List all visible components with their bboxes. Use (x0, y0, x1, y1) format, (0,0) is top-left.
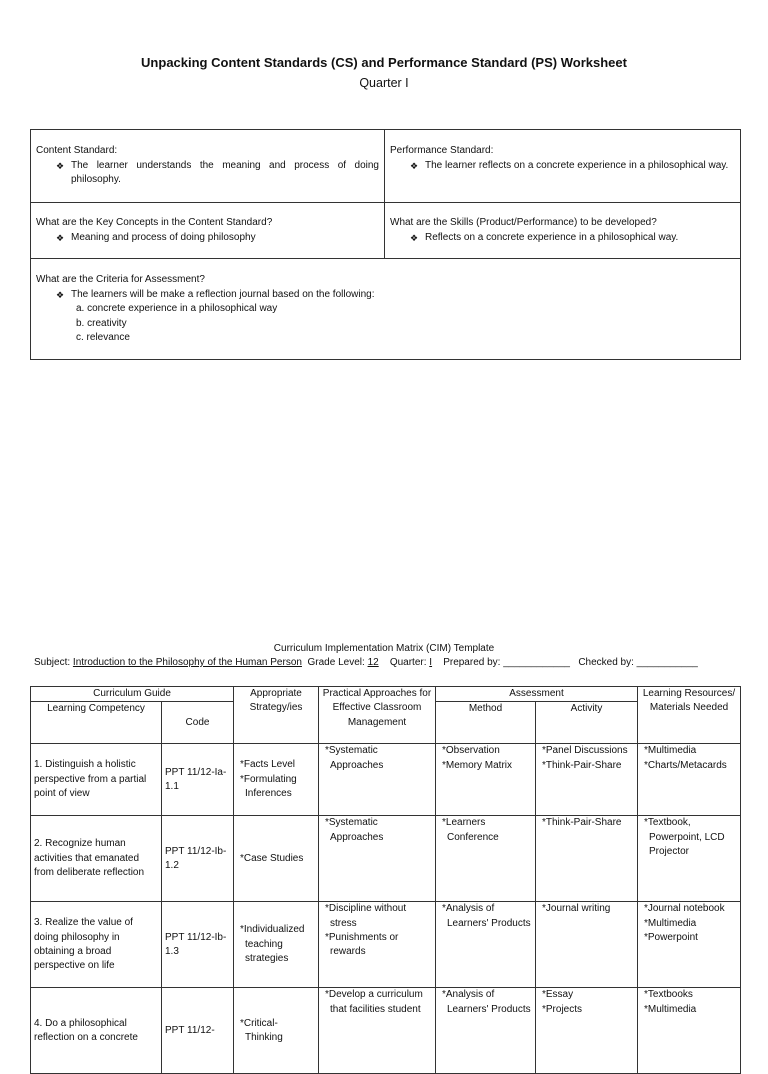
method-cell (436, 816, 536, 902)
resource-item: *Textbooks (644, 989, 693, 1001)
checked-by: Checked by: ___________ (578, 657, 698, 668)
competency-cell: 3. Realize the value of doing philosophy in obtaining a broad perspective on life (31, 902, 162, 988)
criteria-item: a. concrete experience in a philosophical way (76, 303, 278, 314)
resources-cell (638, 816, 741, 902)
prepared-by: Prepared by: ____________ (443, 657, 570, 668)
strategy-item: *Case Studies (240, 852, 304, 864)
header-resources: Learning Resources/ Materials Needed (638, 687, 741, 744)
key-concepts-label: What are the Key Concepts in the Content Standard? (36, 217, 273, 228)
method-item: *Analysis of Learners' Products (442, 903, 531, 929)
header-strategy: Appropriate Strategy/ies (234, 687, 319, 744)
activity-item: *Projects (542, 1003, 583, 1015)
criteria-cell (31, 259, 741, 360)
strategy-cell (234, 988, 319, 1074)
diamond-bullet-icon: ❖ (56, 232, 65, 243)
skills-text: Reflects on a concrete experience in a philosophical way. (425, 231, 679, 243)
resource-item: *Journal notebook (644, 903, 725, 915)
cim-title: Curriculum Implementation Matrix (CIM) Template (273, 643, 495, 654)
grade-value: 12 (367, 657, 379, 668)
practical-cell (319, 988, 436, 1074)
header-code: Code (162, 702, 234, 744)
resources-cell (638, 744, 741, 816)
table-row (31, 988, 741, 1074)
method-cell (436, 988, 536, 1074)
practical-cell (319, 902, 436, 988)
practical-cell (319, 744, 436, 816)
activity-item: *Essay (542, 989, 574, 1001)
strategy-item: *Formulating Inferences (240, 773, 297, 799)
diamond-bullet-icon: ❖ (56, 289, 65, 300)
performance-standard-cell (385, 130, 741, 203)
method-cell (436, 902, 536, 988)
competency-cell: 2. Recognize human activities that emanated from deliberate reflection (31, 816, 162, 902)
criteria-item: b. creativity (76, 317, 127, 329)
key-concepts-cell (31, 203, 385, 259)
diamond-bullet-icon: ❖ (56, 160, 65, 171)
practical-item: *Systematic Approaches (325, 745, 384, 771)
header-activity: Activity (536, 702, 638, 744)
activity-item: *Panel Discussions (542, 745, 628, 757)
skills-label: What are the Skills (Product/Performance) to be developed? (390, 217, 657, 228)
standards-table (30, 129, 741, 360)
competency-cell: 4. Do a philosophical reflection on a concrete (31, 988, 162, 1074)
content-standard-text: The learner understands the meaning and process of doing philosophy. (71, 159, 379, 185)
header-assessment: Assessment (436, 687, 638, 702)
practical-item: *Systematic Approaches (325, 817, 384, 843)
resources-cell (638, 988, 741, 1074)
practical-item: *Punishments or rewards (325, 931, 399, 958)
code-cell: PPT 11/12-Ib-1.2 (162, 816, 234, 902)
table-row (31, 816, 741, 902)
header-practical: Practical Approaches for Effective Classroom Management (319, 687, 436, 744)
activity-cell (536, 988, 638, 1074)
table-row (31, 744, 741, 816)
subject-label: Subject: (34, 657, 71, 668)
method-item: *Observation (442, 745, 500, 757)
resource-item: *Textbook, Powerpoint, LCD Projector (644, 817, 725, 857)
resource-item: *Charts/Metacards (644, 759, 727, 771)
content-standard-label: Content Standard: (36, 145, 118, 156)
key-concepts-text: Meaning and process of doing philosophy (71, 231, 256, 243)
header-learning-competency: Learning Competency (31, 702, 162, 744)
activity-item: *Think-Pair-Share (542, 759, 622, 771)
subject-value: Introduction to the Philosophy of the Human Person (72, 657, 302, 668)
cim-table (30, 686, 741, 1074)
cim-meta-line (34, 657, 698, 668)
worksheet-title: Unpacking Content Standards (CS) and Performance Standard (PS) Worksheet (141, 55, 627, 70)
strategy-cell (234, 744, 319, 816)
method-cell (436, 744, 536, 816)
activity-cell (536, 902, 638, 988)
strategy-item: *Critical-Thinking (240, 1017, 283, 1043)
resource-item: *Multimedia (644, 917, 697, 929)
skills-cell (385, 203, 741, 259)
resource-item: *Multimedia (644, 1003, 697, 1015)
grade-label: Grade Level: (307, 657, 365, 668)
method-item: *Memory Matrix (442, 759, 513, 771)
strategy-cell (234, 902, 319, 988)
resources-cell (638, 902, 741, 988)
header-method: Method (436, 702, 536, 744)
quarter-subtitle: Quarter I (359, 76, 409, 90)
quarter-label: Quarter: (389, 657, 427, 668)
activity-item: *Journal writing (542, 903, 611, 915)
criteria-item: c. relevance (76, 332, 130, 343)
code-cell: PPT 11/12-Ia-1.1 (162, 744, 234, 816)
competency-cell: 1. Distinguish a holistic perspective from a partial point of view (31, 744, 162, 816)
diamond-bullet-icon: ❖ (410, 232, 419, 243)
activity-item: *Think-Pair-Share (542, 817, 622, 829)
practical-item: *Discipline without stress (325, 903, 407, 929)
strategy-item: *Facts Level (240, 759, 296, 771)
table-row (31, 902, 741, 988)
method-item: *Analysis of Learners' Products (442, 989, 531, 1015)
performance-standard-label: Performance Standard: (390, 145, 494, 156)
diamond-bullet-icon: ❖ (410, 160, 419, 171)
strategy-cell (234, 816, 319, 902)
method-item: *Learners Conference (442, 817, 499, 843)
resource-item: *Powerpoint (644, 931, 698, 943)
practical-item: *Develop a curriculum that facilities student (325, 989, 423, 1015)
performance-standard-text: The learner reflects on a concrete experience in a philosophical way. (425, 159, 729, 171)
quarter-value: I (429, 657, 433, 668)
code-cell: PPT 11/12-Ib-1.3 (162, 902, 234, 988)
strategy-item: *Individualized teaching strategies (240, 924, 305, 964)
criteria-text: The learners will be make a reflection journal based on the following: (71, 288, 375, 300)
criteria-label: What are the Criteria for Assessment? (36, 274, 205, 285)
activity-cell (536, 744, 638, 816)
code-cell: PPT 11/12- (162, 988, 234, 1074)
resource-item: *Multimedia (644, 745, 697, 757)
content-standard-cell (31, 130, 385, 203)
header-curriculum-guide: Curriculum Guide (31, 687, 234, 702)
activity-cell (536, 816, 638, 902)
practical-cell (319, 816, 436, 902)
